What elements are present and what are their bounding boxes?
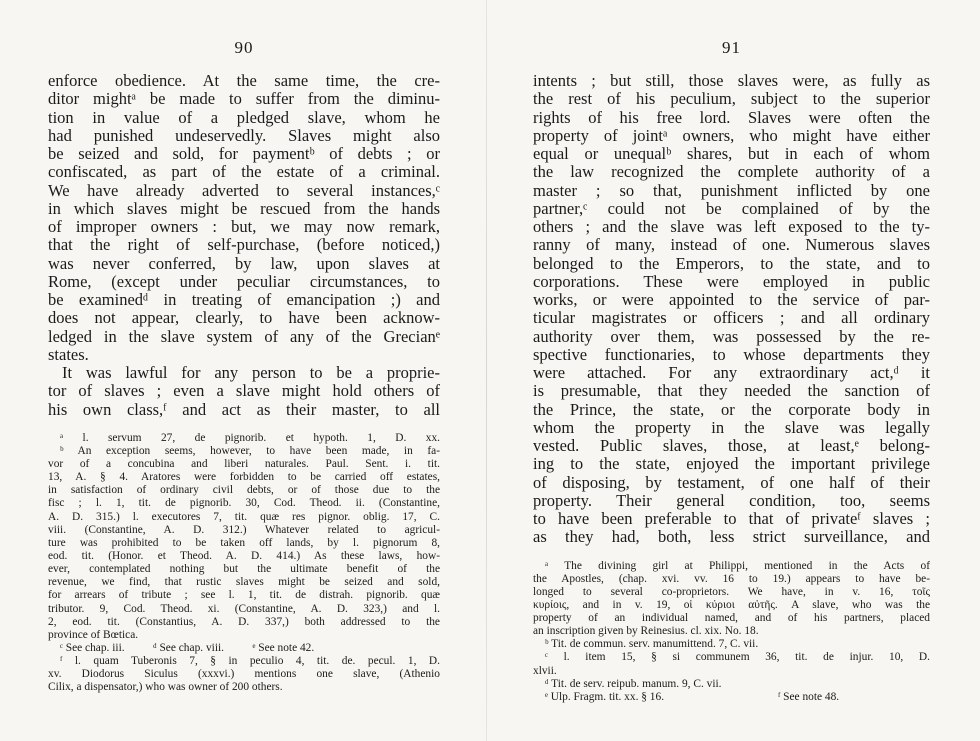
body-line: master ; so that, punishment inflicted by one [533, 181, 930, 200]
footnote-line: longed to several co-proprietors. We have, in v. 16, τοῖς [533, 585, 930, 598]
footnote-line: ᶜ l. item 15, § si communem 36, tit. de injur. 10, D. [545, 651, 930, 664]
body-line: ranny of many, instead of one. Numerous slaves [533, 236, 930, 255]
footnote-line: tributor. 9, Cod. Theod. xi. (Constantine, A. D. 323,) and l. [48, 602, 440, 615]
body-line: was never conferred, by law, upon slaves at [48, 254, 440, 273]
body-line: equal or unequalᵇ shares, but in each of whom [533, 145, 930, 163]
footnote-line: ᵇ An exception seems, however, to have been made, in fa- [60, 444, 440, 457]
footnotes [533, 560, 930, 705]
body-line: be examinedᵈ in treating of emancipation ;) and [48, 291, 440, 309]
footnote-line: fisc ; l. 1, tit. de pignorib. 30, Cod. Theod. ii. (Constantine, [48, 497, 440, 510]
page-number: 91 [722, 38, 741, 57]
footnote-line: property of an individual named, and of his partners, placed [533, 612, 930, 625]
footnote-line: ᵃ l. servum 27, de pignorib. et hypoth. 1, D. xx. [60, 431, 440, 444]
body-line: belonged to the Emperors, to the state, and to [533, 254, 930, 273]
body-line: intents ; but still, those slaves were, as fully as [533, 72, 930, 90]
body-line: spective functionaries, to whose departments they [533, 345, 930, 364]
body-text [533, 72, 930, 547]
body-line: is presumable, that they needed the sanction of [533, 382, 930, 401]
footnote-line: an inscription given by Reinesius. cl. xix. No. 18. [533, 625, 759, 638]
body-line: others ; and the slave was left exposed to the ty- [533, 218, 930, 236]
body-line: enforce obedience. At the same time, the cre- [48, 72, 440, 90]
footnote-line: in satisfaction of ordinary civil debts, or of those due to the [48, 484, 440, 497]
footnote-line: viii. (Constantine, A. D. 312.) Whatever related to agricul- [48, 523, 440, 536]
body-line: confiscated, as part of the estate of a criminal. [48, 163, 440, 182]
body-line: of disposing, by testament, of one half of their [533, 473, 930, 492]
footnote-line: xlvii. [533, 664, 557, 677]
left-page [48, 38, 440, 695]
footnote-line: xv. Diodorus Siculus (xxxvi.) mentions one slave, (Athenio [48, 668, 440, 681]
body-text [48, 72, 440, 419]
footnote-line: 13, A. § 4. Aratores were forbidden to be carried off estates, [48, 471, 440, 484]
body-line: tor of slaves ; even a slave might hold others of [48, 382, 440, 401]
body-line: whom the property in the slave was legally [533, 418, 930, 437]
body-line: the law recognized the complete authority of a [533, 163, 930, 182]
body-line: the rest of his peculium, subject to the superior [533, 90, 930, 109]
body-line: It was lawful for any person to be a proprie- [62, 364, 440, 382]
footnote-line: ture was prohibited to be taken off lands, by l. pignorum 8, [48, 536, 440, 549]
footnote-line: ᵇ Tit. de commun. serv. manumittend. 7, C. vii. [545, 638, 759, 651]
page-number: 90 [234, 38, 254, 57]
footnote-line: ᵈ Tit. de serv. reipub. manum. 9, C. vii. [545, 677, 722, 690]
body-line: his own class,ᶠ and act as their master, to all [48, 400, 440, 419]
right-page [533, 38, 930, 704]
body-line: ditor mightᵃ be made to suffer from the diminu- [48, 90, 440, 109]
body-line: ing to the state, enjoyed the important privilege [533, 455, 930, 474]
body-line: partner,ᶜ could not be complained of by the [533, 199, 930, 218]
body-line: vested. Public slaves, those, at least,ᵉ belong- [533, 437, 930, 455]
body-line: that the right of self-purchase, (before noticed,) [48, 236, 440, 255]
footnote-line: the Apostles, (chap. xvi. vv. 16 to 19.) appears to have be- [533, 572, 930, 585]
body-line: of improper owners : but, we may now remark, [48, 218, 440, 236]
body-line: tion in value of a pledged slave, whom he [48, 108, 440, 127]
footnote-line: for arrears of tribute ; see l. 1, tit. de distrah. pignorib. quæ [48, 589, 440, 602]
footnote-line: province of Bœtica. [48, 628, 139, 641]
body-line: to have been preferable to that of privateᶠ slaves ; [533, 510, 930, 528]
body-line: property. Their general condition, too, seems [533, 491, 930, 510]
footnote-line: A. D. 315.) l. executores 7, tit. quæ res pignor. oblig. 17, C. [48, 510, 440, 523]
footnote-line: ᶜ See chap. iii. ᵈ See chap. viii. ᵉ See note 42. [60, 642, 315, 654]
body-line: had punished undeservedly. Slaves might also [48, 126, 440, 145]
body-line: be seized and sold, for paymentᵇ of debts ; or [48, 145, 440, 163]
body-line: corporations. These were employed in public [533, 272, 930, 291]
footnotes [48, 432, 440, 695]
body-line: states. [48, 345, 89, 364]
footnote-line: κυρίοις, and in v. 19, οἱ κύριοι αὐτῆς. A slave, who was the [533, 598, 930, 611]
body-line: were attached. For any extraordinary act,ᵈ it [533, 364, 930, 382]
footnote-line: 2, eod. tit. (Constantius, A. D. 337,) both addressed to the [48, 615, 440, 628]
footnote-line: vor of a concubina and liberi naturales. Paul. Sent. i. tit. [48, 458, 440, 471]
body-line: authority over them, was possessed by the re- [533, 327, 930, 346]
footnote-line: ever, contemplated nothing but the ultimate benefit of the [48, 563, 440, 576]
footnote-line: revenue, we find, that rustic slaves might be seized and sold, [48, 576, 440, 589]
body-line: in which slaves might be rescued from the hands [48, 199, 440, 218]
footnote-line: eod. tit. (Honor. et Theod. A. D. 414.) As these laws, how- [48, 550, 440, 563]
body-line: rights of his free lord. Slaves were often the [533, 108, 930, 127]
body-line: ticular magistrates or officers ; and all ordinary [533, 309, 930, 328]
footnote-line: ᶠ l. quam Tuberonis 7, § in peculio 4, tit. de. pecul. 1, D. [60, 655, 440, 668]
body-line: Rome, (except under peculiar circumstances, to [48, 272, 440, 291]
body-line: works, or were appointed to the service of par- [533, 291, 930, 309]
body-line: ledged in the slave system of any of the Grecianᵉ [48, 327, 440, 346]
body-line: property of jointᵃ owners, who might have either [533, 126, 930, 145]
footnote-line: ᵃ The divining girl at Philippi, mentioned in the Acts of [545, 559, 930, 572]
footnote-line: Cilix, a dispensator,) who was owner of 200 others. [48, 681, 283, 694]
body-line: the Prince, the state, or the corporate body in [533, 400, 930, 419]
body-line: does not appear, clearly, to have been acknow- [48, 309, 440, 328]
book-gutter [486, 0, 487, 741]
footnote-line: ᵉ Ulp. Fragm. tit. xx. § 16. ᶠ See note 48. [545, 690, 840, 703]
body-line: We have already adverted to several instances,ᶜ [48, 181, 440, 200]
body-line: as they had, both, less strict surveillance, and [533, 528, 930, 547]
